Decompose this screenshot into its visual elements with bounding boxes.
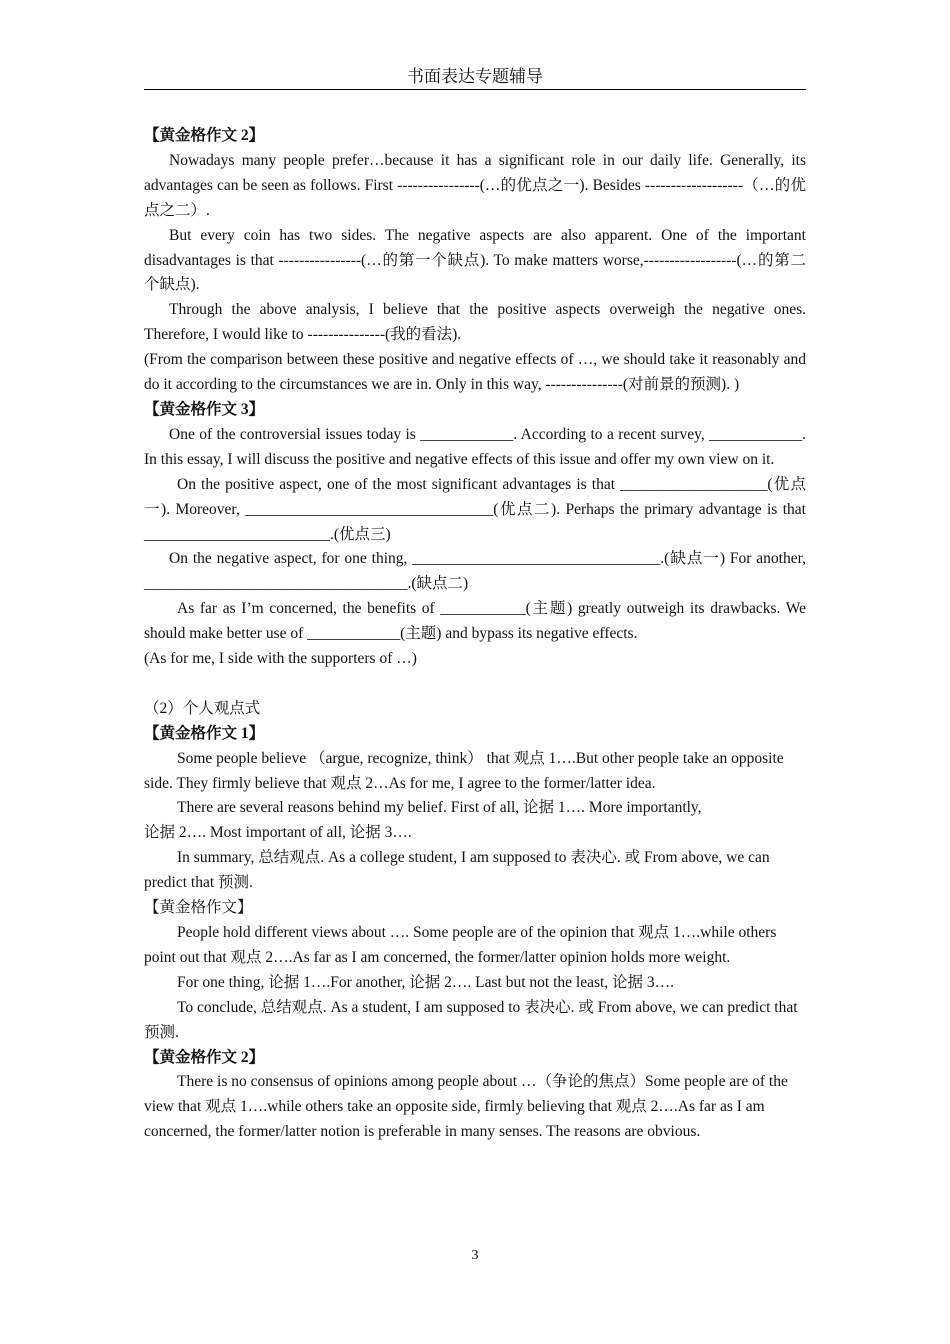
- paragraph: Through the above analysis, I believe that the positive aspects overweigh the negative ones. Therefore, I would like to ---------------(我的看法).: [144, 301, 806, 344]
- heading-golden-essay-2: 【黄金格作文 2】: [144, 127, 265, 144]
- paragraph: (As for me, I side with the supporters of …): [144, 650, 417, 668]
- paragraph: 论据 2…. Most important of all, 论据 3….: [144, 824, 412, 842]
- heading-golden-essay-2b: 【黄金格作文 2】: [144, 1048, 265, 1066]
- paragraph: People hold different views about …. Some people are of the opinion that 观点 1….while others point out that 观点 2….As far as I am concerned, the former/latter opinion holds more weight.: [144, 923, 777, 966]
- heading-golden-essay-1: 【黄金格作文 1】: [144, 724, 265, 742]
- paragraph: But every coin has two sides. The negative aspects are also apparent. One of the important disadvantages is that ----------------(…的第一个缺点). To make matters worse,------------------(…的第二个缺点).: [144, 226, 806, 294]
- page-number: 3: [471, 1248, 479, 1263]
- paragraph: As far as I’m concerned, the benefits of ___________(主题) greatly outweigh its drawbacks. We should make better use of ____________(主题) and bypass its negative effects.: [144, 600, 806, 643]
- paragraph: Some people believe （argue, recognize, think） that 观点 1….But other people take an opposite side. They firmly believe that 观点 2…As for me, I agree to the former/latter idea.: [144, 749, 784, 792]
- document-body: [144, 124, 806, 1145]
- paragraph: On the positive aspect, one of the most significant advantages is that ___________________(优点一). Moreover, ________________________________(优点二). Perhaps the primary advantage is that ________________________.(优点三): [144, 475, 806, 543]
- heading-golden-essay-3: 【黄金格作文 3】: [144, 400, 265, 418]
- paragraph: (From the comparison between these positive and negative effects of …, we should take it reasonably and do it according to the circumstances we are in. Only in this way, ---------------(对前景的预测). ): [144, 351, 806, 394]
- heading-golden-essay: 【黄金格作文】: [144, 899, 253, 917]
- page-header: 书面表达专题辅导: [144, 64, 806, 90]
- section-title: （2）个人观点式: [144, 699, 261, 717]
- paragraph: For one thing, 论据 1….For another, 论据 2…. Last but not the least, 论据 3….: [177, 973, 675, 991]
- paragraph: Nowadays many people prefer…because it has a significant role in our daily life. Generally, its advantages can be seen as follows. First ----------------(…的优点之一). Besides -------------------（…的优点之二）.: [144, 151, 806, 219]
- paragraph: There is no consensus of opinions among people about …（争论的焦点）Some people are of the view that 观点 1….while others take an opposite side, firmly believing that 观点 2….As far as I am concerned, the former/latter notion is preferable in many senses. The reasons are obvious.: [144, 1073, 788, 1141]
- paragraph: To conclude, 总结观点. As a student, I am supposed to 表决心. 或 From above, we can predict that 预测.: [144, 998, 798, 1041]
- paragraph: On the negative aspect, for one thing, ________________________________.(缺点一) For another, __________________________________.(缺点二): [144, 550, 806, 593]
- paragraph: In summary, 总结观点. As a college student, I am supposed to 表决心. 或 From above, we can predict that 预测.: [144, 849, 770, 892]
- paragraph: One of the controversial issues today is ____________. According to a recent survey, ____________. In this essay, I will discuss the positive and negative effects of this issue and offer my own view on it.: [144, 425, 806, 468]
- spacer: [144, 672, 806, 697]
- paragraph: There are several reasons behind my belief. First of all, 论据 1…. More importantly,: [177, 799, 702, 817]
